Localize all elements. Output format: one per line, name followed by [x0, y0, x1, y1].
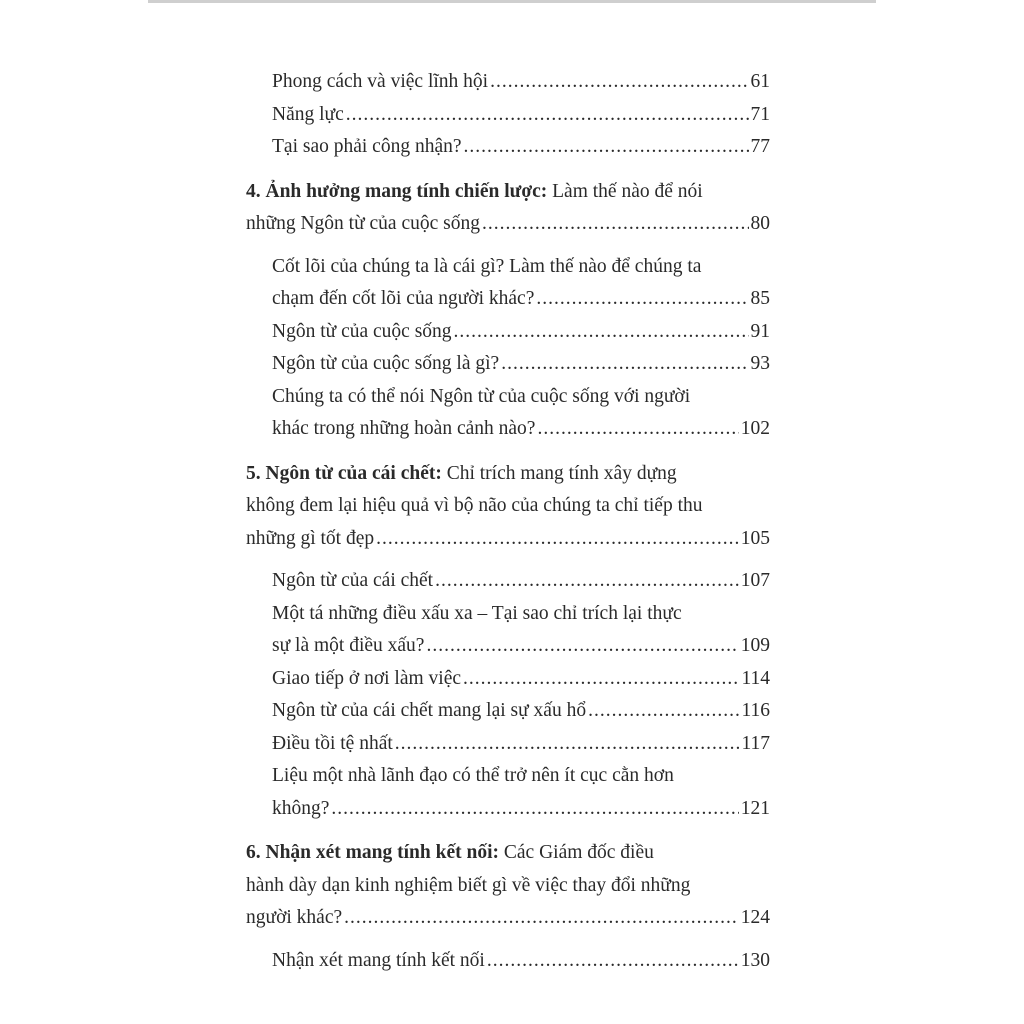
leader-dots — [536, 283, 748, 316]
toc-entry — [246, 66, 770, 99]
toc-entry-title: Giao tiếp ở nơi làm việc — [272, 667, 462, 689]
toc-entry — [246, 945, 770, 978]
toc-entry-title: Ngôn từ của cuộc sống — [272, 320, 452, 342]
chapter-subtitle-cont: hành dày dạn kinh nghiệm biết gì về việc thay đổi những — [246, 874, 691, 896]
toc-entry — [246, 565, 770, 598]
toc-page-number: 77 — [750, 136, 770, 157]
chapter-subtitle-cont: người khác? — [246, 907, 343, 928]
toc-entry-title: Liệu một nhà lãnh đạo có thể trở nên ít cục cằn hơn — [272, 765, 674, 786]
toc-chapter-6 — [246, 837, 770, 935]
toc-entry-title: Cốt lõi của chúng ta là cái gì? Làm thế nào để chúng ta — [272, 255, 702, 277]
toc-entry-title: Ngôn từ của cái chết — [272, 570, 434, 591]
toc-entry-title-cont: khác trong những hoàn cảnh nào? — [272, 418, 536, 439]
toc-entry-title: Tại sao phải công nhận? — [272, 136, 462, 157]
toc-entry — [246, 695, 770, 728]
leader-dots — [490, 66, 748, 99]
chapter-subtitle-cont: những gì tốt đẹp — [246, 527, 375, 549]
leader-dots — [482, 208, 749, 241]
toc-entry — [246, 663, 770, 696]
toc-page-number: 85 — [750, 288, 770, 309]
leader-dots — [588, 695, 739, 728]
toc-entry-title-cont: không? — [272, 797, 330, 819]
leader-dots — [344, 902, 739, 935]
toc-page-number: 117 — [741, 732, 770, 754]
toc-entry-title: Nhận xét mang tính kết nối — [272, 949, 485, 971]
toc-page-number: 109 — [740, 635, 770, 656]
toc-entry-title: Một tá những điều xấu xa – Tại sao chỉ trích lại thực — [272, 602, 682, 624]
chapter-title: 5. Ngôn từ của cái chết: — [246, 462, 442, 484]
toc-page-number: 102 — [740, 418, 770, 439]
leader-dots — [487, 945, 739, 978]
toc-page-number: 80 — [750, 213, 770, 234]
toc-page-number: 130 — [740, 949, 770, 971]
chapter-subtitle-cont: những Ngôn từ của cuộc sống — [246, 213, 480, 234]
toc-chapter-5 — [246, 458, 770, 556]
chapter-title: 6. Nhận xét mang tính kết nối: — [246, 842, 499, 863]
leader-dots — [464, 131, 749, 164]
chapter-subtitle: Chỉ trích mang tính xây dựng — [441, 462, 677, 484]
page-top-edge — [148, 0, 876, 3]
leader-dots — [331, 793, 738, 826]
toc-entry-title: Ngôn từ của cuộc sống là gì? — [272, 353, 500, 374]
leader-dots — [426, 630, 738, 663]
toc-page-number: 105 — [740, 527, 770, 549]
leader-dots — [346, 99, 749, 132]
toc-page-number: 91 — [750, 320, 770, 342]
toc-entry-title: Ngôn từ của cái chết mang lại sự xấu hổ — [272, 700, 587, 721]
toc-entry — [246, 598, 770, 663]
toc-page-number: 93 — [750, 353, 770, 374]
toc-entry — [246, 348, 770, 381]
toc-entry-title: Năng lực — [272, 103, 344, 125]
chapter-subtitle-cont: không đem lại hiệu quả vì bộ não của chúng ta chỉ tiếp thu — [246, 495, 703, 516]
toc-entry — [246, 131, 770, 164]
toc-page-number: 121 — [740, 797, 770, 819]
toc-entry — [246, 728, 770, 761]
toc-entry — [246, 760, 770, 825]
toc-page-number: 61 — [750, 71, 770, 92]
leader-dots — [435, 565, 739, 598]
toc-page-number: 116 — [741, 700, 770, 721]
toc-page-number: 114 — [741, 667, 770, 689]
toc-entry-title: Chúng ta có thể nói Ngôn từ của cuộc sống với người — [272, 385, 691, 407]
toc-entry — [246, 251, 770, 316]
leader-dots — [463, 663, 739, 696]
leader-dots — [376, 523, 739, 556]
toc-page-number: 107 — [740, 570, 770, 591]
toc-entry-title: Phong cách và việc lĩnh hội — [272, 71, 489, 92]
toc-entry-title-cont: sự là một điều xấu? — [272, 635, 425, 656]
toc-entry — [246, 99, 770, 132]
leader-dots — [454, 316, 749, 349]
leader-dots — [501, 348, 748, 381]
toc-entry-title: Điều tồi tệ nhất — [272, 732, 393, 754]
table-of-contents — [246, 66, 770, 977]
chapter-subtitle: Làm thế nào để nói — [547, 180, 703, 202]
leader-dots — [537, 413, 738, 446]
toc-page-number: 124 — [740, 907, 770, 928]
chapter-title: 4. Ảnh hưởng mang tính chiến lược: — [246, 180, 548, 202]
toc-page-number: 71 — [750, 103, 770, 125]
chapter-subtitle: Các Giám đốc điều — [499, 842, 654, 863]
toc-entry — [246, 381, 770, 446]
toc-entry — [246, 316, 770, 349]
toc-entry-title-cont: chạm đến cốt lõi của người khác? — [272, 288, 535, 309]
leader-dots — [395, 728, 740, 761]
toc-chapter-4 — [246, 176, 770, 241]
